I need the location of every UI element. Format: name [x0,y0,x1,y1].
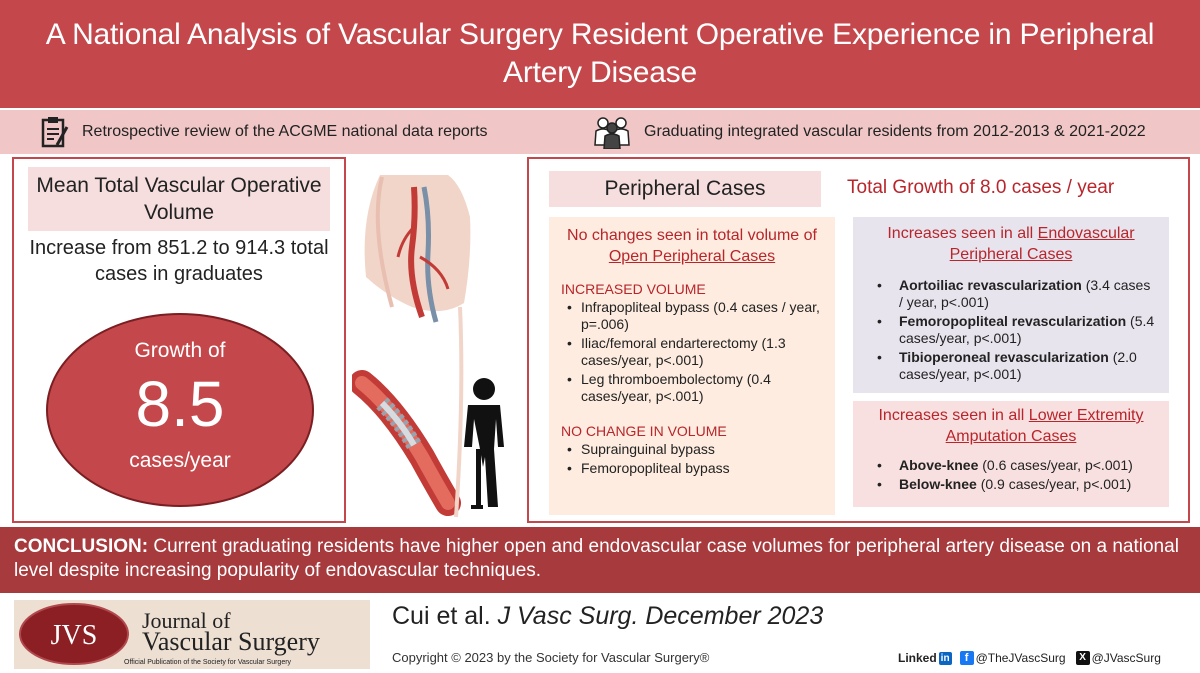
x-handle[interactable]: @JVascSurg [1091,651,1161,665]
svg-text:JVS: JVS [50,620,98,651]
info-bar [0,110,1200,154]
clipboard-icon [40,115,70,149]
page-title: A National Analysis of Vascular Surgery Resident Operative Experience in Peripheral Artery Disease [45,18,1155,89]
list-item: • Femoropopliteal bypass [561,460,823,477]
conclusion-label: CONCLUSION: [14,536,149,557]
growth-circle [46,313,314,507]
endovascular-heading: Increases seen in all Endovascular Peripheral Cases [887,225,1135,263]
x-icon[interactable]: X [1076,651,1090,665]
list-item: • Below-knee (0.9 cases/year, p<.001) [865,476,1157,493]
list-item: • Leg thromboembolectomy (0.4 cases/year, p<.001) [561,371,823,405]
info-item-review [40,115,488,149]
list-item: • Infrapopliteal bypass (0.4 cases / year, p=.006) [561,299,823,333]
header-banner [0,0,1200,108]
copyright: Copyright © 2023 by the Society for Vascular Surgery® [392,650,710,665]
operative-volume-increase: Increase from 851.2 to 914.3 total cases in graduates [29,237,329,285]
svg-text:Journal of: Journal of [142,608,231,633]
growth-value: 8.5 [135,368,225,440]
list-item: • Aortoiliac revascularization (3.4 cases / year, p<.001) [865,277,1157,311]
peripheral-cases-panel [527,157,1190,523]
info-text-review: Retrospective review of the ACGME national data reports [82,123,488,140]
stent-image [362,307,461,517]
operative-volume-panel [12,157,346,523]
peripheral-cases-title: Peripheral Cases [549,171,821,207]
conclusion-text: Current graduating residents have higher open and endovascular case volumes for peripheral artery disease on a national level despite increasing popularity of endovascular techniques. [14,536,1179,581]
increased-volume-label: INCREASED VOLUME [561,281,706,297]
list-item: • Iliac/femoral endarterectomy (1.3 cases/year, p<.001) [561,335,823,369]
endovascular-list [865,277,1157,383]
operative-volume-title: Mean Total Vascular Operative Volume [28,167,330,231]
list-item: • Suprainguinal bypass [561,441,823,458]
growth-label: Growth of [134,339,226,362]
anatomy-illustration [352,157,524,523]
info-text-residents: Graduating integrated vascular residents from 2012-2013 & 2021-2022 [644,123,1146,140]
open-peripheral-link: Open Peripheral Cases [608,248,776,265]
info-item-residents [592,115,1146,149]
amputation-box [853,401,1169,507]
jvs-logo [14,600,370,669]
citation: Cui et al. J Vasc Surg. December 2023 [392,602,824,630]
footer [0,596,1200,673]
total-growth-title: Total Growth of 8.0 cases / year [847,177,1115,198]
no-change-list [561,441,823,477]
facebook-icon[interactable]: f [960,651,974,665]
conclusion-banner [0,527,1200,593]
facebook-handle[interactable]: @TheJVascSurg [975,651,1066,665]
no-change-label: NO CHANGE IN VOLUME [561,423,727,439]
linkedin-word[interactable]: Linked [898,651,937,665]
leg-artery-image [365,175,471,367]
social-links [898,651,1161,665]
amputation-heading: Increases seen in all Lower Extremity Amputation Cases [878,407,1144,445]
linkedin-icon[interactable]: in [940,652,950,664]
endovascular-box [853,217,1169,393]
amputation-link: Lower Extremity Amputation Cases [945,407,1144,445]
people-group-icon [592,115,632,149]
svg-text:Official Publication of the So: Official Publication of the Society for Vascular Surgery [124,659,292,666]
endovascular-link: Endovascular Peripheral Cases [949,225,1135,263]
growth-unit: cases/year [129,449,231,472]
amputation-list [865,457,1157,493]
list-item: • Femoropopliteal revascularization (5.4 cases/year, p<.001) [865,313,1157,347]
list-item: • Tibioperoneal revascularization (2.0 cases/year, p<.001) [865,349,1157,383]
open-peripheral-box [549,217,835,515]
open-peripheral-heading: No changes seen in total volume of Open Peripheral Cases [567,227,817,265]
list-item: • Above-knee (0.6 cases/year, p<.001) [865,457,1157,474]
svg-text:Vascular Surgery: Vascular Surgery [142,627,320,656]
increased-volume-list [561,299,823,405]
amputee-figure-icon [464,378,504,509]
